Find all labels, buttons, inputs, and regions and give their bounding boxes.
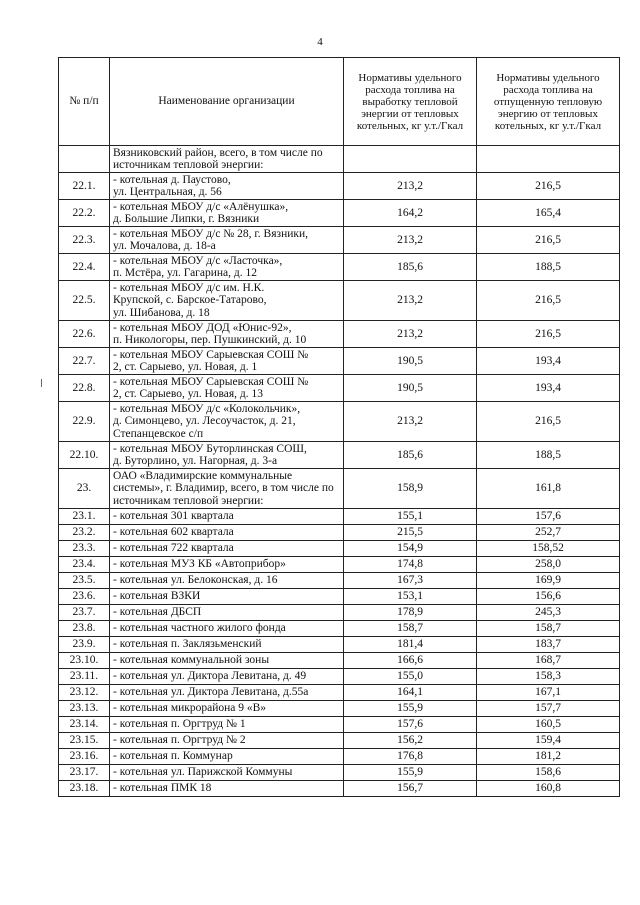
production-norm-value: 176,8 — [344, 749, 477, 765]
supply-norm-value: 158,3 — [477, 669, 620, 685]
page-number: 4 — [317, 36, 323, 48]
row-number: 23.10. — [59, 653, 110, 669]
production-norm-value: 213,2 — [344, 402, 477, 442]
organization-name-text: - котельная п. Оргтруд № 2 — [113, 734, 246, 747]
organization-name-text: Вязниковский район, всего, в том числе по источникам тепловой энергии: — [113, 146, 323, 171]
scan-mark — [41, 379, 48, 387]
header-supply-norm: Нормативы удельного расхода топлива на отпущенную тепловую энергию от тепловых котельных, кг у.т./Гкал — [477, 58, 620, 146]
header-name: Наименование организации — [110, 58, 344, 146]
production-norm-value: 190,5 — [344, 375, 477, 402]
organization-name — [110, 348, 344, 375]
organization-name — [110, 717, 344, 733]
organization-name-text: - котельная п. Заклязьменский — [113, 638, 262, 651]
organization-name — [110, 781, 344, 797]
supply-norm-value: 216,5 — [477, 173, 620, 200]
organization-name — [110, 469, 344, 509]
row-number: 23.14. — [59, 717, 110, 733]
organization-name-text: - котельная микрорайона 9 «В» — [113, 702, 267, 715]
organization-name-text: - котельная МБОУ Сарыевская СОШ № 2, ст. Сарыево, ул. Новая, д. 13 — [113, 375, 309, 400]
organization-name — [110, 200, 344, 227]
table-row — [59, 557, 620, 573]
production-norm-value: 178,9 — [344, 605, 477, 621]
organization-name — [110, 509, 344, 525]
organization-name — [110, 637, 344, 653]
row-number: 23.15. — [59, 733, 110, 749]
supply-norm-value: 165,4 — [477, 200, 620, 227]
table-row — [59, 589, 620, 605]
supply-norm-value: 183,7 — [477, 637, 620, 653]
row-number: 22.7. — [59, 348, 110, 375]
table-row — [59, 781, 620, 797]
row-number: 23.9. — [59, 637, 110, 653]
organization-name — [110, 765, 344, 781]
supply-norm-value: 161,8 — [477, 469, 620, 509]
supply-norm-value: 169,9 — [477, 573, 620, 589]
organization-name-text: - котельная МУЗ КБ «Автоприбор» — [113, 558, 286, 571]
production-norm-value: 158,7 — [344, 621, 477, 637]
table-row — [59, 442, 620, 469]
supply-norm-value: 157,6 — [477, 509, 620, 525]
production-norm-value: 181,4 — [344, 637, 477, 653]
production-norm-value: 213,2 — [344, 173, 477, 200]
organization-name-text: - котельная МБОУ д/с «Алёнушка», д. Большие Липки, г. Вязники — [113, 200, 289, 225]
organization-name-text: - котельная МБОУ д/с № 28, г. Вязники, ул. Мочалова, д. 18-а — [113, 227, 308, 252]
row-number: 23.17. — [59, 765, 110, 781]
production-norm-value: 166,6 — [344, 653, 477, 669]
organization-name — [110, 402, 344, 442]
supply-norm-value: 181,2 — [477, 749, 620, 765]
production-norm-value: 213,2 — [344, 281, 477, 321]
supply-norm-value: 258,0 — [477, 557, 620, 573]
organization-name-text: - котельная МБОУ д/с «Ласточка», п. Мстёра, ул. Гагарина, д. 12 — [113, 254, 283, 279]
production-norm-value: 157,6 — [344, 717, 477, 733]
supply-norm-value — [477, 146, 620, 173]
table-row — [59, 733, 620, 749]
organization-name-text: - котельная МБОУ Буторлинская СОШ, д. Буторлино, ул. Нагорная, д. 3-а — [113, 442, 307, 467]
row-number: 22.5. — [59, 281, 110, 321]
organization-name — [110, 733, 344, 749]
row-number: 23.7. — [59, 605, 110, 621]
organization-name — [110, 685, 344, 701]
organization-name — [110, 669, 344, 685]
supply-norm-value: 252,7 — [477, 525, 620, 541]
table-row — [59, 701, 620, 717]
row-number: 23.5. — [59, 573, 110, 589]
production-norm-value: 213,2 — [344, 321, 477, 348]
table-row — [59, 669, 620, 685]
row-number: 22.4. — [59, 254, 110, 281]
supply-norm-value: 193,4 — [477, 348, 620, 375]
supply-norm-value: 188,5 — [477, 442, 620, 469]
production-norm-value: 164,2 — [344, 200, 477, 227]
production-norm-value — [344, 146, 477, 173]
row-number: 22.3. — [59, 227, 110, 254]
organization-name — [110, 146, 344, 173]
table-header-row — [59, 58, 620, 146]
production-norm-value: 154,9 — [344, 541, 477, 557]
row-number: 23.13. — [59, 701, 110, 717]
table-row — [59, 200, 620, 227]
supply-norm-value: 188,5 — [477, 254, 620, 281]
organization-name — [110, 442, 344, 469]
production-norm-value: 155,9 — [344, 765, 477, 781]
supply-norm-value: 216,5 — [477, 402, 620, 442]
supply-norm-value: 158,52 — [477, 541, 620, 557]
organization-name-text: - котельная ул. Парижской Коммуны — [113, 766, 293, 779]
table-row — [59, 402, 620, 442]
table-row — [59, 281, 620, 321]
table-row — [59, 173, 620, 200]
production-norm-value: 156,2 — [344, 733, 477, 749]
supply-norm-value: 160,5 — [477, 717, 620, 733]
table-row — [59, 348, 620, 375]
organization-name-text: - котельная МБОУ д/с «Колокольчик», д. Симонцево, ул. Лесоучасток, д. 21, Степанцевское с/п — [113, 402, 301, 440]
table-row — [59, 621, 620, 637]
table-row — [59, 146, 620, 173]
organization-name-text: - котельная коммунальной зоны — [113, 654, 270, 667]
production-norm-value: 190,5 — [344, 348, 477, 375]
organization-name-text: - котельная 722 квартала — [113, 542, 234, 555]
organization-name-text: - котельная д. Паустово, ул. Центральная, д. 56 — [113, 173, 231, 198]
organization-name — [110, 525, 344, 541]
table-row — [59, 573, 620, 589]
organization-name-text: - котельная ул. Белоконская, д. 16 — [113, 574, 278, 587]
organization-name-text: ОАО «Владимирские коммунальные системы», г. Владимир, всего, в том числе по источникам тепловой энергии: — [113, 469, 334, 507]
organization-name-text: - котельная ул. Диктора Левитана, д. 49 — [113, 670, 307, 683]
production-norm-value: 155,0 — [344, 669, 477, 685]
row-number: 22.1. — [59, 173, 110, 200]
row-number: 23.1. — [59, 509, 110, 525]
organization-name — [110, 701, 344, 717]
supply-norm-value: 216,5 — [477, 321, 620, 348]
production-norm-value: 185,6 — [344, 254, 477, 281]
row-number: 23.8. — [59, 621, 110, 637]
organization-name-text: - котельная МБОУ Сарыевская СОШ № 2, ст. Сарыево, ул. Новая, д. 1 — [113, 348, 309, 373]
organization-name — [110, 653, 344, 669]
supply-norm-value: 159,4 — [477, 733, 620, 749]
row-number: 23.18. — [59, 781, 110, 797]
organization-name-text: - котельная ДБСП — [113, 606, 202, 619]
organization-name — [110, 375, 344, 402]
table-row — [59, 717, 620, 733]
row-number: 23.16. — [59, 749, 110, 765]
table-row — [59, 605, 620, 621]
organization-name — [110, 173, 344, 200]
organization-name-text: - котельная 602 квартала — [113, 526, 234, 539]
row-number: 23. — [59, 469, 110, 509]
row-number: 23.11. — [59, 669, 110, 685]
organization-name — [110, 605, 344, 621]
organization-name-text: - котельная частного жилого фонда — [113, 622, 286, 635]
supply-norm-value: 160,8 — [477, 781, 620, 797]
organization-name-text: - котельная МБОУ ДОД «Юнис-92», п. Никологоры, пер. Пушкинский, д. 10 — [113, 321, 307, 346]
header-production-norm: Нормативы удельного расхода топлива на выработку тепловой энергии от тепловых котельных, кг у.т./Гкал — [344, 58, 477, 146]
production-norm-value: 153,1 — [344, 589, 477, 605]
organization-name — [110, 589, 344, 605]
production-norm-value: 215,5 — [344, 525, 477, 541]
header-num: № п/п — [59, 58, 110, 146]
table-row — [59, 541, 620, 557]
table-row — [59, 525, 620, 541]
organization-name-text: - котельная МБОУ д/с им. Н.К. Крупской, с. Барское-Татарово, ул. Шибанова, д. 18 — [113, 281, 267, 319]
organization-name — [110, 254, 344, 281]
table-row — [59, 749, 620, 765]
production-norm-value: 155,9 — [344, 701, 477, 717]
table-row — [59, 321, 620, 348]
supply-norm-value: 216,5 — [477, 281, 620, 321]
row-number: 22.8. — [59, 375, 110, 402]
row-number: 22.2. — [59, 200, 110, 227]
production-norm-value: 158,9 — [344, 469, 477, 509]
production-norm-value: 167,3 — [344, 573, 477, 589]
row-number — [59, 146, 110, 173]
organization-name — [110, 557, 344, 573]
supply-norm-value: 158,7 — [477, 621, 620, 637]
table-row — [59, 685, 620, 701]
table-row — [59, 653, 620, 669]
organization-name — [110, 281, 344, 321]
organization-name — [110, 227, 344, 254]
supply-norm-value: 158,6 — [477, 765, 620, 781]
table-row — [59, 637, 620, 653]
row-number: 23.3. — [59, 541, 110, 557]
supply-norm-value: 168,7 — [477, 653, 620, 669]
organization-name-text: - котельная ул. Диктора Левитана, д.55а — [113, 686, 309, 699]
organization-name-text: - котельная ВЗКИ — [113, 590, 201, 603]
supply-norm-value: 157,7 — [477, 701, 620, 717]
supply-norm-value: 245,3 — [477, 605, 620, 621]
organization-name — [110, 621, 344, 637]
table-row — [59, 509, 620, 525]
production-norm-value: 156,7 — [344, 781, 477, 797]
table-row — [59, 227, 620, 254]
table-row — [59, 254, 620, 281]
supply-norm-value: 216,5 — [477, 227, 620, 254]
supply-norm-value: 156,6 — [477, 589, 620, 605]
organization-name-text: - котельная 301 квартала — [113, 510, 234, 523]
organization-name-text: - котельная п. Оргтруд № 1 — [113, 718, 246, 731]
row-number: 22.9. — [59, 402, 110, 442]
production-norm-value: 155,1 — [344, 509, 477, 525]
table-row — [59, 375, 620, 402]
row-number: 23.6. — [59, 589, 110, 605]
organization-name — [110, 749, 344, 765]
organization-name — [110, 541, 344, 557]
table-row — [59, 765, 620, 781]
production-norm-value: 185,6 — [344, 442, 477, 469]
production-norm-value: 164,1 — [344, 685, 477, 701]
supply-norm-value: 193,4 — [477, 375, 620, 402]
organization-name — [110, 321, 344, 348]
row-number: 22.10. — [59, 442, 110, 469]
table-row — [59, 469, 620, 509]
organization-name-text: - котельная ПМК 18 — [113, 782, 212, 795]
row-number: 22.6. — [59, 321, 110, 348]
fuel-norms-table — [58, 57, 620, 797]
production-norm-value: 213,2 — [344, 227, 477, 254]
production-norm-value: 174,8 — [344, 557, 477, 573]
row-number: 23.12. — [59, 685, 110, 701]
row-number: 23.2. — [59, 525, 110, 541]
supply-norm-value: 167,1 — [477, 685, 620, 701]
organization-name — [110, 573, 344, 589]
organization-name-text: - котельная п. Коммунар — [113, 750, 233, 763]
row-number: 23.4. — [59, 557, 110, 573]
